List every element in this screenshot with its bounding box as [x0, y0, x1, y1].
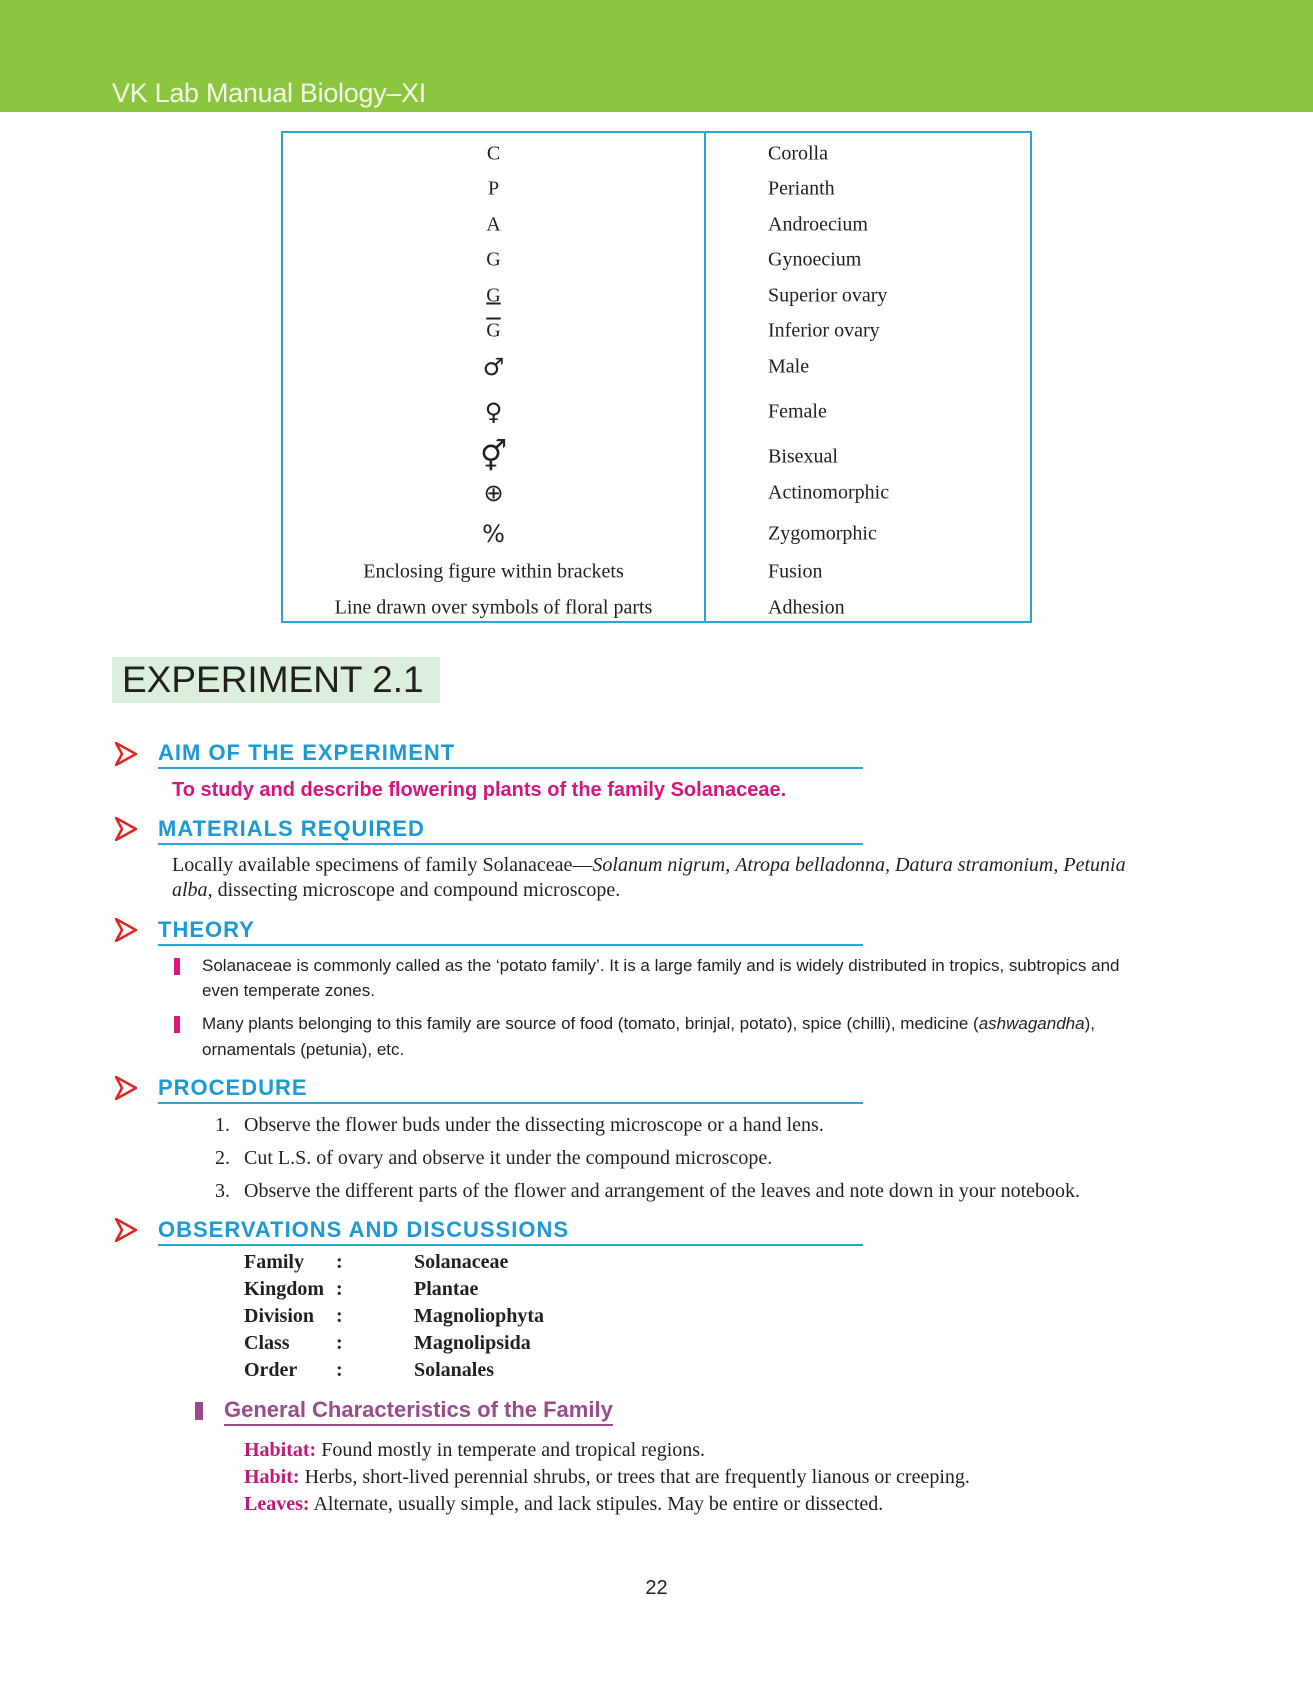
symbol-cell: P [487, 177, 500, 200]
text: Many plants belonging to this family are source of food (tomato, brinjal, potato), spice (chilli), medicine ( [202, 1014, 979, 1033]
meaning-cell: Superior ovary [768, 284, 888, 307]
species: Atropa belladonna [735, 854, 885, 876]
meaning-cell: Actinomorphic [768, 481, 890, 504]
meaning-cell: Perianth [768, 177, 835, 200]
classification-label: Family [244, 1251, 304, 1273]
bullet-marker [174, 1016, 180, 1033]
heading-underline [158, 1244, 863, 1246]
species: Solanum nigrum [592, 854, 726, 876]
symbol-cell: $\overline{G}$ [486, 319, 501, 342]
species: alba [172, 879, 208, 901]
classification-colon: : [336, 1305, 343, 1327]
observations-heading: OBSERVATIONS AND DISCUSSIONS [158, 1217, 570, 1242]
meaning-cell: Male [768, 355, 810, 378]
meaning-cell: Female [768, 400, 827, 423]
procedure-heading: PROCEDURE [158, 1075, 308, 1100]
symbol-cell: ♀ [484, 398, 503, 426]
symbol-cell: ♂ [482, 353, 505, 381]
step-number: 3. [215, 1180, 230, 1202]
meaning-cell: Bisexual [768, 445, 838, 468]
classification-label: Order [244, 1359, 298, 1381]
classification-value: Magnolipsida [414, 1332, 531, 1354]
theory-bullet-2-line-2: ornamentals (petunia), etc. [202, 1040, 405, 1059]
symbol-cell: A [486, 213, 501, 236]
page-number: 22 [645, 1577, 668, 1599]
classification-value: Solanaceae [414, 1251, 509, 1273]
meaning-cell: Fusion [768, 560, 823, 583]
step-text: Observe the flower buds under the dissecting microscope or a hand lens. [244, 1114, 824, 1136]
materials-heading: MATERIALS REQUIRED [158, 816, 425, 841]
heading-underline [158, 944, 863, 946]
characteristic-text: Found mostly in temperate and tropical regions. [316, 1439, 706, 1461]
characteristic-item [244, 1493, 883, 1516]
arrow-bullet-icon [115, 742, 137, 766]
characteristic-text: Herbs, short-lived perennial shrubs, or trees that are frequently lianous or creeping. [299, 1466, 970, 1488]
book-title: VK Lab Manual Biology–XI [112, 78, 427, 108]
bullet-marker [195, 1402, 203, 1420]
species: Petunia [1063, 854, 1126, 876]
classification-label: Kingdom [244, 1278, 325, 1300]
classification-value: Solanales [414, 1359, 495, 1381]
meaning-cell: Corolla [768, 142, 828, 165]
characteristic-item [244, 1439, 705, 1462]
classification-value: Magnoliophyta [414, 1305, 545, 1327]
floral-symbols-table [281, 131, 1032, 623]
classification-colon: : [336, 1278, 343, 1300]
theory-heading: THEORY [158, 917, 255, 942]
text: ashwagandha [978, 1014, 1085, 1033]
materials-line-1 [172, 854, 1126, 877]
general-characteristics-heading: General Characteristics of the Family [224, 1397, 613, 1426]
theory-bullet-1-line-2: even temperate zones. [202, 981, 375, 1000]
characteristic-label: Habitat: [244, 1439, 317, 1461]
classification-colon: : [336, 1359, 343, 1381]
arrow-bullet-icon [115, 817, 137, 841]
symbol-cell: % [482, 520, 505, 548]
arrow-bullet-icon [115, 1218, 137, 1242]
characteristic-label: Leaves: [244, 1493, 310, 1515]
theory-bullet-1-line-1: Solanaceae is commonly called as the ‘potato family’. It is a large family and is widely distributed in tropics, subtropics and [202, 956, 1120, 975]
characteristic-text: Alternate, usually simple, and lack stipules. May be entire or dissected. [309, 1493, 884, 1515]
arrow-bullet-icon [115, 1076, 137, 1100]
meaning-cell: Adhesion [768, 596, 845, 619]
heading-underline [158, 767, 863, 769]
symbol-cell: G [486, 284, 501, 307]
meaning-cell: Androecium [768, 213, 868, 236]
symbol-cell: Enclosing figure within brackets [363, 560, 624, 583]
meaning-cell: Inferior ovary [768, 319, 880, 342]
step-text: Cut L.S. of ovary and observe it under the compound microscope. [244, 1147, 773, 1169]
text: Locally available specimens of family Solanaceae— [172, 854, 593, 876]
materials-line-2 [172, 879, 620, 902]
text: ), [1084, 1014, 1095, 1033]
text: , dissecting microscope and compound microscope. [207, 879, 621, 901]
heading-underline [158, 1102, 863, 1104]
text: , [725, 854, 736, 876]
theory-bullet-2-line-1 [202, 1014, 1095, 1034]
classification-colon: : [336, 1332, 343, 1354]
aim-heading: AIM OF THE EXPERIMENT [158, 740, 456, 765]
arrow-bullet-icon [115, 918, 137, 942]
step-text: Observe the different parts of the flower and arrangement of the leaves and note down in your notebook. [244, 1180, 1081, 1202]
characteristic-item [244, 1466, 970, 1489]
text: , [885, 854, 895, 876]
characteristic-label: Habit: [244, 1466, 300, 1488]
page-header-band [0, 0, 1313, 112]
text: , [1053, 854, 1064, 876]
classification-label: Class [244, 1332, 290, 1354]
step-number: 2. [215, 1147, 230, 1169]
classification-colon: : [336, 1251, 343, 1273]
classification-label: Division [244, 1305, 315, 1327]
experiment-title: EXPERIMENT 2.1 [112, 657, 440, 703]
table-divider [704, 133, 706, 621]
symbol-cell: G [486, 248, 501, 271]
meaning-cell: Zygomorphic [768, 522, 877, 545]
species: Datura stramonium [895, 854, 1054, 876]
symbol-cell: ⊕ [483, 479, 504, 507]
symbol-cell: C [486, 142, 501, 165]
step-number: 1. [215, 1114, 230, 1136]
classification-value: Plantae [414, 1278, 479, 1300]
symbol-cell: Line drawn over symbols of floral parts [334, 596, 653, 619]
symbol-cell: ⚥ [479, 439, 508, 475]
meaning-cell: Gynoecium [768, 248, 862, 271]
heading-underline [158, 843, 863, 845]
aim-text: To study and describe flowering plants of the family Solanaceae. [172, 779, 787, 801]
bullet-marker [174, 958, 180, 975]
